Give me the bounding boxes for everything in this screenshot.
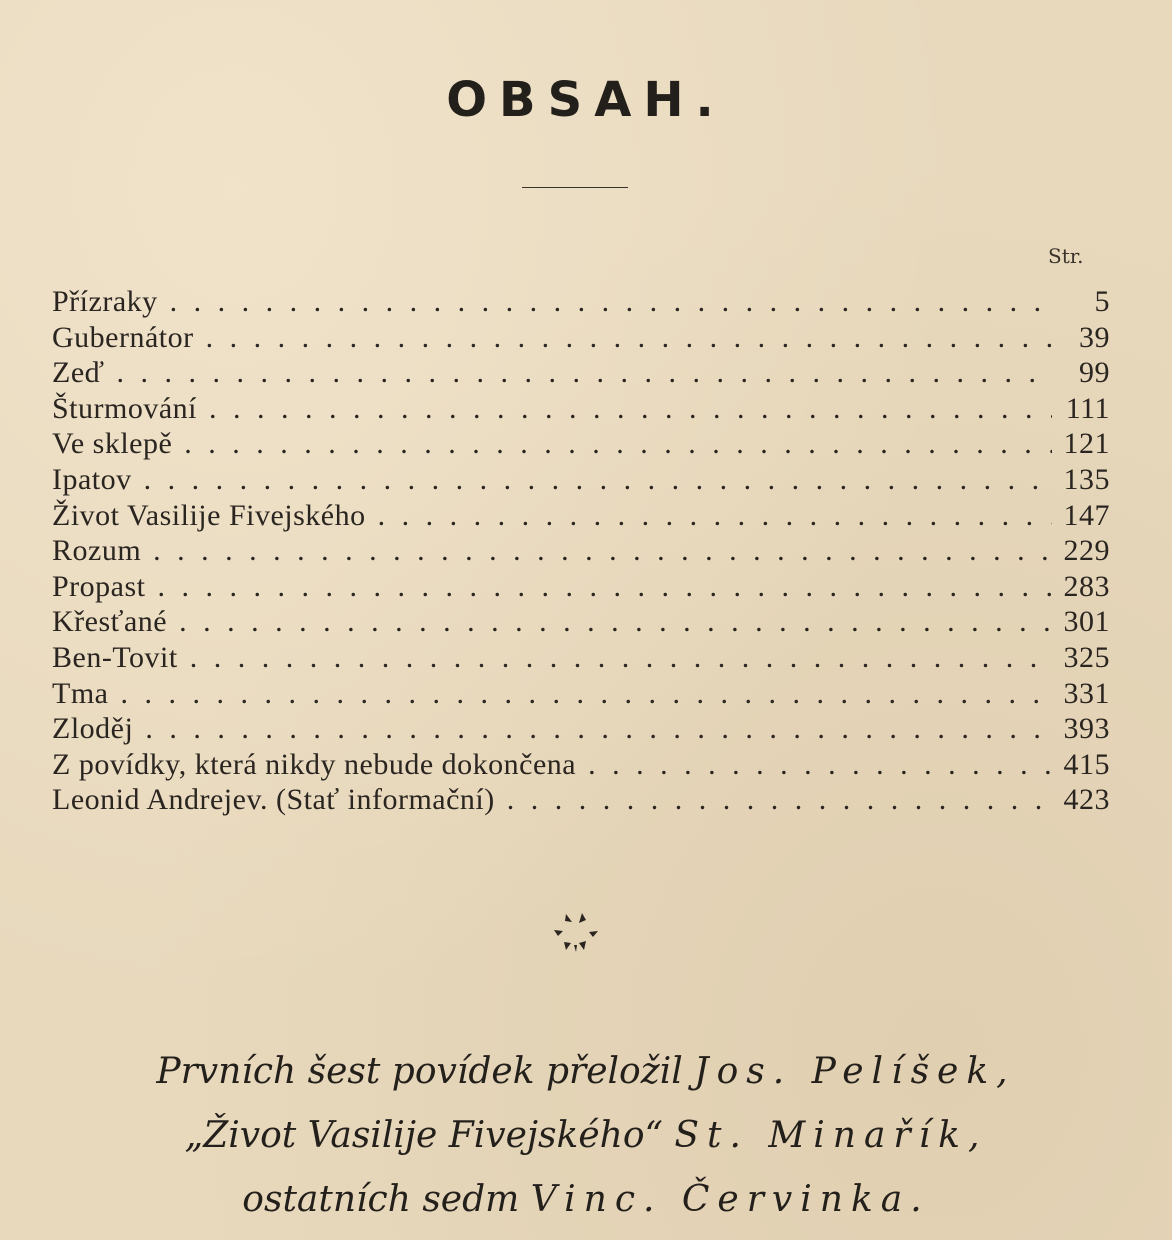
toc-entry-page: 229 <box>1063 534 1110 568</box>
translator-name: Jos. Pelíšek, <box>694 1051 1016 1092</box>
translator-name: St. Minařík, <box>674 1115 988 1156</box>
toc-entry-title: Ipatov <box>52 462 132 496</box>
toc-entry-title: Ve sklepě <box>52 427 173 461</box>
toc-entry[interactable] <box>52 321 1110 357</box>
dot-leader <box>184 427 1052 461</box>
dot-leader <box>153 534 1052 568</box>
dot-leader <box>588 748 1052 782</box>
toc-entry-page: 301 <box>1063 605 1110 639</box>
dot-leader <box>158 570 1053 604</box>
credit-line <box>0 1104 1172 1168</box>
toc-entry[interactable] <box>52 285 1110 321</box>
toc-entry[interactable] <box>52 392 1110 428</box>
toc-entry[interactable] <box>52 641 1110 677</box>
dot-leader <box>507 783 1052 817</box>
toc-entry-title: Život Vasilije Fivejského <box>52 498 366 532</box>
toc-entry-title: Leonid Andrejev. (Stať informační) <box>52 783 495 817</box>
toc-entry-page: 99 <box>1079 356 1110 390</box>
credit-line <box>0 1168 1172 1232</box>
toc-entry[interactable] <box>52 499 1110 535</box>
toc-entry-page: 135 <box>1063 462 1110 496</box>
toc-entry[interactable] <box>52 570 1110 606</box>
dot-leader <box>120 677 1052 711</box>
toc-entry[interactable] <box>52 677 1110 713</box>
toc-entry-page: 393 <box>1063 712 1110 746</box>
toc-entry-title: Tma <box>52 676 109 710</box>
toc-entry-page: 331 <box>1063 676 1110 710</box>
toc-entry-title: Z povídky, která nikdy nebude dokončena <box>52 747 577 781</box>
toc-entry[interactable] <box>52 605 1110 641</box>
toc-entry-page: 283 <box>1063 569 1110 603</box>
page-column-label: Str. <box>1048 244 1084 268</box>
dot-leader <box>209 392 1052 426</box>
title-divider <box>522 187 628 188</box>
credit-text: „Život Vasilije Fivejského“ <box>184 1115 663 1156</box>
toc-entry[interactable] <box>52 712 1110 748</box>
star-ornament-icon <box>552 912 600 954</box>
toc-entry[interactable] <box>52 783 1110 819</box>
credit-text: Prvních šest povídek přeložil <box>156 1051 683 1092</box>
toc-entry-page: 325 <box>1063 640 1110 674</box>
toc-entry-page: 111 <box>1065 391 1110 425</box>
toc-entry-title: Ben-Tovit <box>52 640 178 674</box>
toc-entry-page: 5 <box>1094 285 1110 318</box>
toc-entry-title: Gubernátor <box>52 320 194 354</box>
translator-name: Vinc. Červinka. <box>530 1179 930 1220</box>
toc-entry-title: Křesťané <box>52 605 168 639</box>
toc-entry-title: Rozum <box>52 534 142 568</box>
toc-entry[interactable] <box>52 748 1110 784</box>
dot-leader <box>378 499 1052 533</box>
toc-entry-title: Propast <box>52 569 146 603</box>
toc-entry[interactable] <box>52 463 1110 499</box>
toc-entry[interactable] <box>52 427 1110 463</box>
toc-entry[interactable] <box>52 534 1110 570</box>
dot-leader <box>144 463 1052 497</box>
toc-entry-page: 415 <box>1063 747 1110 781</box>
credit-text: ostatních sedm <box>242 1179 520 1220</box>
toc-entry-page: 147 <box>1063 498 1110 532</box>
toc-entry-title: Přízraky <box>52 285 158 318</box>
table-of-contents <box>52 285 1110 819</box>
toc-entry-title: Zloděj <box>52 712 134 746</box>
toc-entry[interactable] <box>52 356 1110 392</box>
toc-entry-page: 39 <box>1079 320 1110 354</box>
dot-leader <box>117 356 1052 390</box>
dot-leader <box>145 712 1052 746</box>
toc-entry-page: 121 <box>1063 427 1110 461</box>
dot-leader <box>170 285 1052 319</box>
dot-leader <box>190 641 1052 675</box>
toc-entry-page: 423 <box>1063 783 1110 817</box>
toc-entry-title: Šturmování <box>52 391 197 425</box>
credit-line <box>0 1040 1172 1104</box>
page-title: OBSAH. <box>446 72 726 128</box>
translator-credits <box>0 1040 1172 1232</box>
dot-leader <box>179 605 1052 639</box>
dot-leader <box>206 321 1052 355</box>
toc-entry-title: Zeď <box>52 356 105 390</box>
